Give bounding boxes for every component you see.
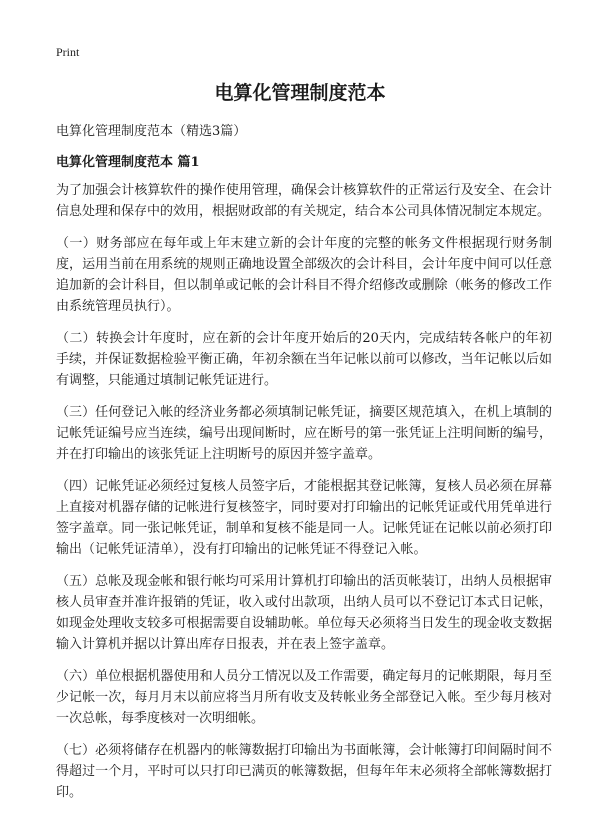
print-link[interactable]: Print (56, 45, 80, 59)
clause-1-paragraph: （一）财务部应在每年或上年末建立新的会计年度的完整的帐务文件根据现行财务制度，运用当前在用系统的规则正确地设置全部级次的会计科目，会计年度中间可以任意追加新的会计科目，但以制单或记帐的会计科目不得介绍修改或删除（帐务的修改工作由系统管理员执行）。 (56, 236, 552, 314)
section-heading: 电算化管理制度范本 篇1 (56, 155, 200, 170)
document-body (56, 180, 552, 814)
clause-3-paragraph: （三）任何登记入帐的经济业务都必须填制记帐凭证，摘要区规范填入，在机上填制的记帐凭证编号应当连续，编号出现间断时，应在断号的第一张凭证上注明间断的编号，并在打印输出的该张凭证上注明断号的原因并签字盖章。 (56, 405, 552, 462)
document-subtitle: 电算化管理制度范本（精选3篇） (56, 124, 247, 139)
clause-7-paragraph: （七）必须将储存在机器内的帐簿数据打印输出为书面帐簿，会计帐簿打印间隔时间不得超过一个月，平时可以只打印已满页的帐簿数据，但每年年末必须将全部帐簿数据打印。 (56, 743, 552, 800)
document-title: 电算化管理制度范本 (214, 82, 386, 104)
clause-2-paragraph: （二）转换会计年度时，应在新的会计年度开始后的20天内，完成结转各帐户的年初手续，并保证数据检验平衡正确，年初余额在当年记帐以前可以修改，当年记帐以后如有调整，只能通过填制记帐凭证进行。 (56, 331, 552, 388)
clause-6-paragraph: （六）单位根据机器使用和人员分工情况以及工作需要，确定每月的记帐期限，每月至少记帐一次，每月月末以前应将当月所有收支及转帐业务全部登记入帐。至少每月核对一次总帐，每季度核对一次明细帐。 (56, 669, 552, 726)
clause-4-paragraph: （四）记帐凭证必须经过复核人员签字后，才能根据其登记帐簿，复核人员必须在屏幕上直接对机器存储的记帐进行复核签字，同时要对打印输出的记帐凭证或代用凭单进行签字盖章。同一张记帐凭证，制单和复核不能是同一人。记帐凭证在记帐以前必须打印输出（记帐凭证清单），没有打印输出的记帐凭证不得登记入帐。 (56, 479, 552, 557)
intro-paragraph: 为了加强会计核算软件的操作使用管理，确保会计核算软件的正常运行及安全、在会计信息处理和保存中的效用，根据财政部的有关规定，结合本公司具体情况制定本规定。 (56, 183, 552, 219)
clause-5-paragraph: （五）总帐及现金帐和银行帐均可采用计算机打印输出的活页帐装订，出纳人员根据审核人员审查并准许报销的凭证，收入或付出款项，出纳人员可以不登记订本式日记帐，如现金处理收支较多可根据需要自设辅助帐。单位每天必须将当日发生的现金收支数据输入计算机并据以计算出库存日报表，并在表上签字盖章。 (56, 574, 552, 652)
